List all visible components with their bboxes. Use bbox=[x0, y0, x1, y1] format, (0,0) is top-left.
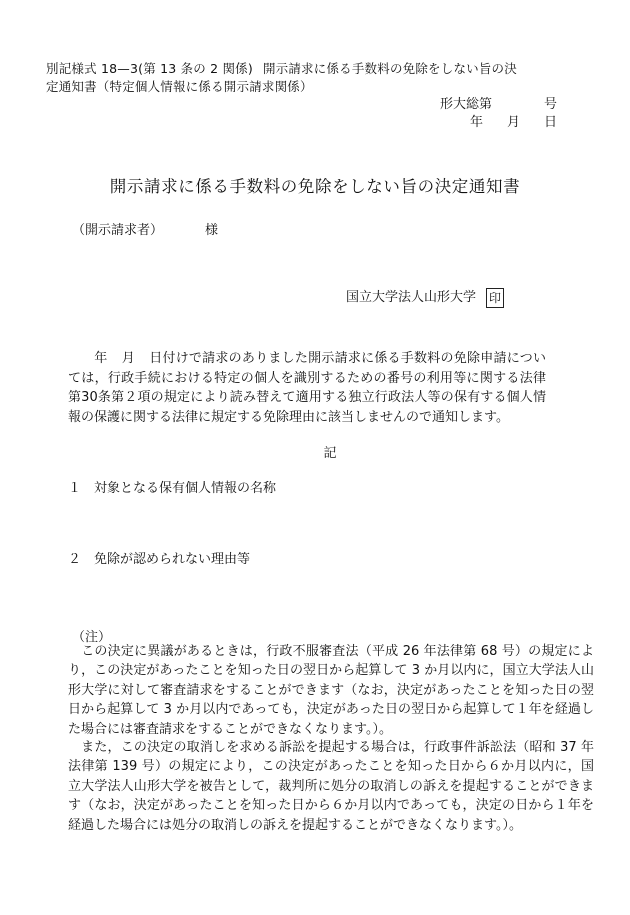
ki-heading: 記 bbox=[323, 446, 337, 461]
note-para1-text: この決定に異議があるときは，行政不服審査法（平成 26 年法律第 68 号）の規定により，この決定があったことを知った日の翌日から起算して 3 か月以内に，国立大学法人山形大学に対して審査請求をすることができます（なお，決定があったことを知った日の翌日から起算して 3 か月以内であっても，決定があった日の翌日から起算して１年を経過した場合には審査請求をすることができなくなります。）。 bbox=[68, 644, 594, 737]
form-ref-title-line2: 定通知書（特定個人情報に係る開示請求関係） bbox=[46, 79, 313, 94]
form-ref-title-line1: 開示請求に係る手数料の免除をしない旨の決 bbox=[262, 61, 517, 76]
body-year: 年 bbox=[94, 351, 108, 366]
form-reference-header bbox=[46, 60, 566, 96]
recipient-honorific: 様 bbox=[205, 223, 219, 238]
note-para2-text: また，この決定の取消しを求める訴訟を提起する場合は，行政事件訴訟法（昭和 37 年法律第 139 号）の規定により，この決定があったことを知った日から６か月以内に，国立大学法人山形大学を被告として，裁判所に処分の取消しの訴えを提起することができます（なお，決定があったことを知った日から６か月以内であっても，決定の日から１年を経過した場合には処分の取消しの訴えを提起することができなくなります。）。 bbox=[68, 740, 594, 833]
issuer-name: 国立大学法人山形大学 bbox=[346, 290, 477, 305]
document-number bbox=[440, 96, 557, 114]
item-reason bbox=[68, 551, 250, 569]
recipient-line bbox=[72, 222, 218, 240]
body-text: 日付けで請求のありました開示請求に係る手数料の免除申請については，行政手続における特定の個人を識別するための番号の利用等に関する法律第30条第２項の規定により読み替えて適用する独立行政法人等の保有する個人情報の保護に関する法律に規定する免除理由に該当しませんので通知します。 bbox=[68, 351, 546, 425]
seal-mark: 印 bbox=[486, 288, 504, 308]
doc-number-suffix: 号 bbox=[544, 97, 558, 112]
document-title: 開示請求に係る手数料の免除をしない旨の決定通知書 bbox=[109, 177, 521, 196]
document-date bbox=[470, 114, 557, 132]
item-label: 対象となる保有個人情報の名称 bbox=[94, 481, 277, 496]
item-label: 免除が認められない理由等 bbox=[94, 552, 251, 567]
date-year: 年 bbox=[470, 115, 484, 130]
note-label: （注） bbox=[72, 630, 112, 645]
issuer-line bbox=[346, 288, 504, 308]
recipient-label: （開示請求者） bbox=[72, 223, 164, 238]
item-number: ２ bbox=[68, 552, 82, 567]
date-month: 月 bbox=[507, 115, 521, 130]
date-day: 日 bbox=[544, 115, 558, 130]
form-ref-number: 別記様式 18—3(第 13 条の 2 関係) bbox=[46, 61, 253, 76]
body-month: 月 bbox=[121, 351, 135, 366]
doc-number-prefix: 形大総第 bbox=[440, 97, 493, 112]
item-target-info bbox=[68, 480, 276, 498]
item-number: １ bbox=[68, 481, 82, 496]
note-paragraph-lawsuit bbox=[68, 738, 594, 835]
note-paragraph-appeal bbox=[68, 642, 594, 739]
notice-body bbox=[68, 349, 546, 427]
